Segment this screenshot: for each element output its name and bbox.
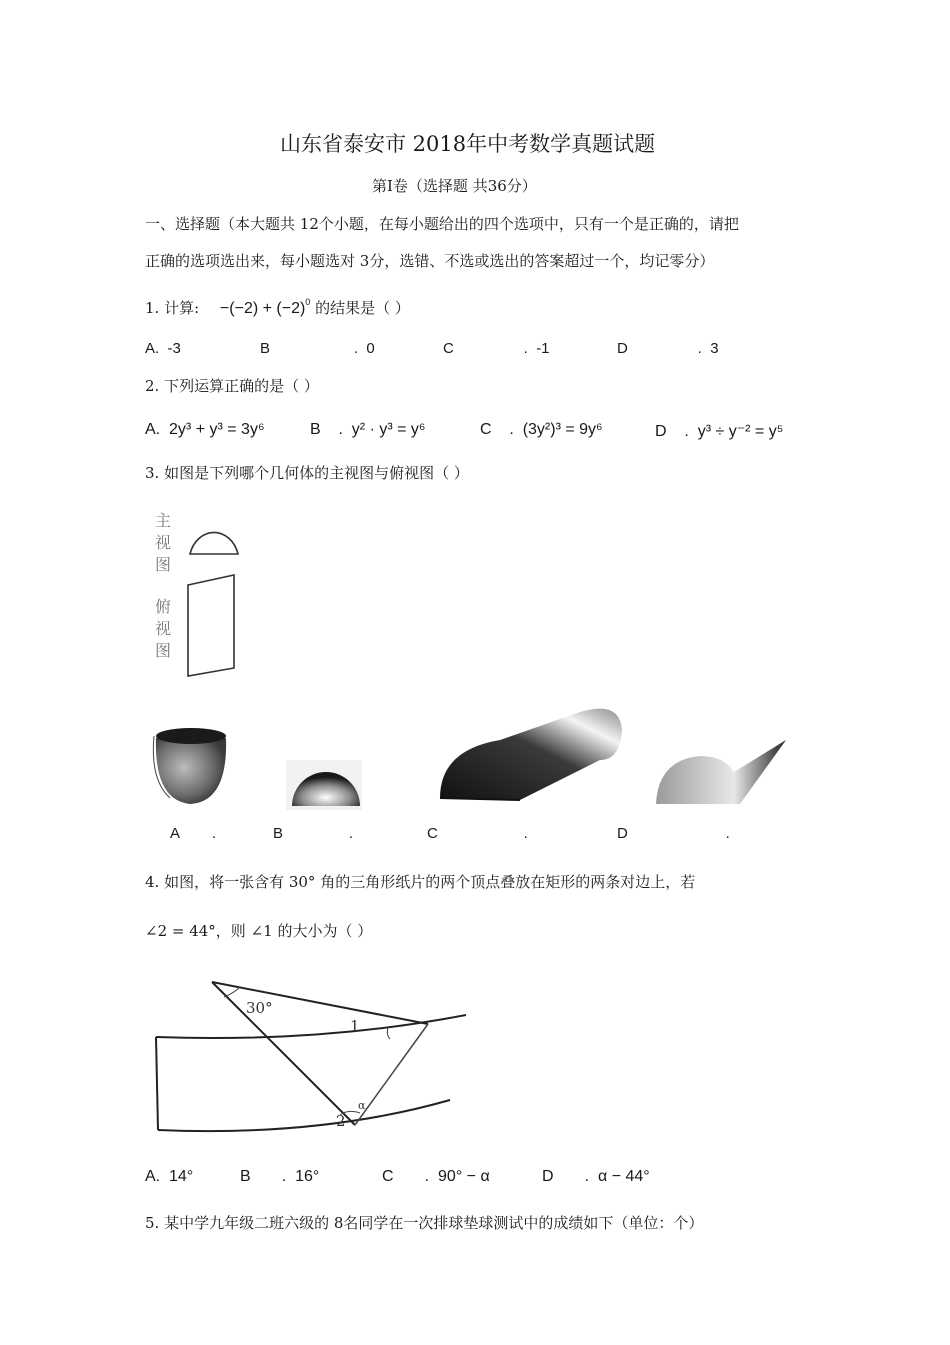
instructions-line-1: 一、选择题（本大题共 12个小题，在每小题给出的四个选项中，只有一个是正确的，请把 <box>145 215 739 233</box>
solid-b-hemisphere[interactable] <box>286 760 362 810</box>
q1-stem <box>145 297 410 318</box>
q1-expr-body: −(−2) + (−2) <box>219 300 306 317</box>
figure-label-angle-1: 1 <box>350 1017 360 1035</box>
q3-top-view-label: 俯视图 <box>155 597 172 660</box>
q1-stem-suffix: 的结果是（ ） <box>315 299 410 317</box>
q3-stem: 3. 如图是下列哪个几何体的主视图与俯视图（ ） <box>145 464 469 482</box>
figure-label-angle-2: 2 <box>336 1112 346 1130</box>
q1-option-d[interactable]: D . 3 <box>617 340 719 357</box>
q1-option-c[interactable]: C . -1 <box>443 340 550 357</box>
front-view-semicircle <box>190 532 238 554</box>
q5-stem: 5. 某中学九年级二班六级的 8名同学在一次排球垫球测试中的成绩如下（单位：个） <box>145 1214 704 1232</box>
q3-three-view-figure <box>180 510 250 685</box>
triangle-top-side <box>212 982 428 1024</box>
q3-option-b[interactable]: B . <box>273 825 354 842</box>
triangle-hypotenuse <box>212 982 355 1125</box>
solid-d-half-cone[interactable] <box>656 740 786 804</box>
solid-a-sphere[interactable] <box>153 728 226 804</box>
q1-option-b[interactable]: B . 0 <box>260 340 375 357</box>
q3-front-view-label: 主视图 <box>155 511 172 574</box>
q4-option-b[interactable]: B . 16° <box>240 1168 320 1185</box>
q3-option-a[interactable]: A . <box>170 825 217 842</box>
q2-option-c[interactable]: C . (3y²)³ = 9y⁶ <box>480 421 603 438</box>
triangle-right-side <box>355 1024 428 1125</box>
q1-expr-exponent: 0 <box>305 297 311 307</box>
q2-stem: 2. 下列运算正确的是（ ） <box>145 377 319 395</box>
instructions-line-2: 正确的选项选出来，每小题选对 3分，选错、不选或选出的答案超过一个，均记零分） <box>145 252 715 270</box>
rectangle-bottom-edge <box>158 1100 450 1131</box>
rectangle-left-edge <box>156 1037 158 1130</box>
q3-option-d[interactable]: D . <box>617 825 730 842</box>
top-view-rectangle <box>188 575 234 676</box>
q4-option-a[interactable]: A. 14° <box>145 1168 194 1185</box>
q4-option-c[interactable]: C . 90° − α <box>382 1168 490 1185</box>
q4-stem-line-1: 4. 如图，将一张含有 30° 角的三角形纸片的两个顶点叠放在矩形的两条对边上，若 <box>145 873 696 891</box>
q2-option-a[interactable]: A. 2y³ + y³ = 3y⁶ <box>145 421 265 438</box>
q2-option-d[interactable]: D . y³ ÷ y⁻² = y⁵ <box>655 423 784 440</box>
solid-c-half-cylinder[interactable] <box>440 709 622 800</box>
q3-option-c[interactable]: C . <box>427 825 528 842</box>
q3-solid-options <box>140 700 800 820</box>
figure-label-30: 30° <box>246 999 273 1017</box>
section-header: 第Ⅰ卷（选择题 共36分） <box>372 177 537 195</box>
q4-triangle-rectangle-figure <box>150 975 470 1140</box>
q1-option-a[interactable]: A. -3 <box>145 340 181 357</box>
q4-option-d[interactable]: D . α − 44° <box>542 1168 650 1185</box>
page-title: 山东省泰安市 2018年中考数学真题试题 <box>280 132 656 156</box>
figure-label-alpha: α <box>358 1099 366 1112</box>
q2-option-b[interactable]: B . y² · y³ = y⁶ <box>310 421 426 438</box>
q1-stem-prefix: 1. 计算: <box>145 299 200 317</box>
q4-stem-line-2: ∠2 = 44°，则 ∠1 的大小为（ ） <box>145 922 373 940</box>
q1-expression <box>219 297 311 317</box>
